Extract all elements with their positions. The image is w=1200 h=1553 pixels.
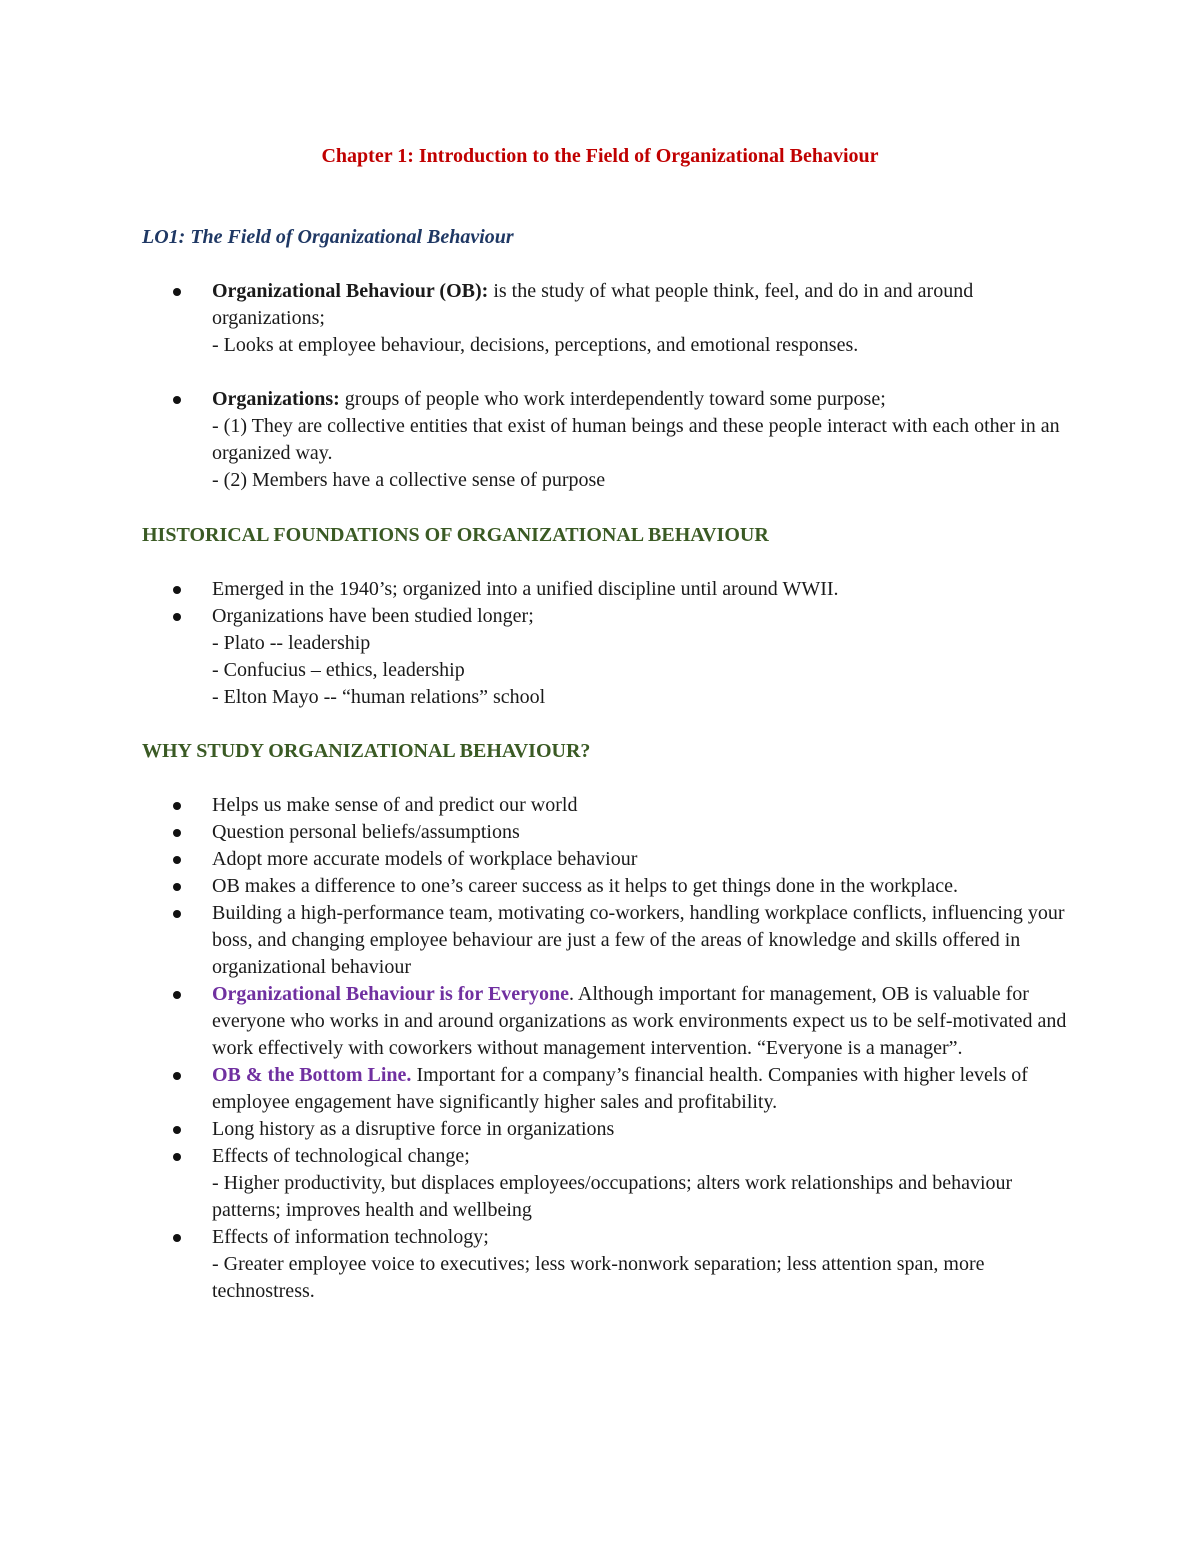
list-item bbox=[170, 576, 1070, 603]
bullet-icon bbox=[173, 586, 181, 594]
sub-point: - Looks at employee behaviour, decisions, perceptions, and emotional responses. bbox=[212, 334, 859, 356]
bullet-icon bbox=[173, 856, 181, 864]
list-item-text: Effects of information technology; bbox=[212, 1226, 489, 1248]
list-item-text: Question personal beliefs/assumptions bbox=[212, 821, 520, 843]
historical-heading: HISTORICAL FOUNDATIONS OF ORGANIZATIONAL BEHAVIOUR bbox=[142, 524, 769, 546]
sub-point: - Elton Mayo -- “human relations” school bbox=[212, 686, 546, 708]
list-item-text: Building a high-performance team, motivating co-workers, handling workplace conflicts, influencing your boss, and changing employee behaviour are just a few of the areas of knowledge and skills offered in organizational behaviour bbox=[212, 902, 1065, 978]
list-item bbox=[170, 278, 1070, 359]
bottom-line-term: OB & the Bottom Line. bbox=[212, 1064, 412, 1086]
term-organizations-definition: groups of people who work interdependently toward some purpose; bbox=[339, 388, 886, 410]
bullet-icon bbox=[173, 1234, 181, 1242]
list-item-text: Long history as a disruptive force in organizations bbox=[212, 1118, 615, 1140]
lo1-list bbox=[170, 278, 1070, 494]
list-item-text: OB makes a difference to one’s career success as it helps to get things done in the workplace. bbox=[212, 875, 959, 897]
historical-list bbox=[170, 576, 1070, 711]
list-item-text: Organizations have been studied longer; bbox=[212, 605, 534, 627]
sub-point: - Greater employee voice to executives; less work-nonwork separation; less attention span, more technostress. bbox=[212, 1253, 985, 1302]
bullet-icon bbox=[173, 802, 181, 810]
everyone-text: . Although important for management, OB is valuable for everyone who works in and around organizations as work environments expect us to be self-motivated and work effectively with coworkers without management intervention. “Everyone is a manager”. bbox=[212, 983, 1067, 1059]
sub-point: - Higher productivity, but displaces employees/occupations; alters work relationships and behaviour patterns; improves health and wellbeing bbox=[212, 1172, 1013, 1221]
bullet-icon bbox=[173, 1126, 181, 1134]
list-item bbox=[170, 386, 1070, 494]
list-item bbox=[170, 873, 1070, 900]
bottom-line-text: Important for a company’s financial health. Companies with higher levels of employee engagement have significantly higher sales and profitability. bbox=[212, 1064, 1028, 1113]
sub-point: - (1) They are collective entities that exist of human beings and these people interact with each other in an organized way. bbox=[212, 415, 1060, 464]
bullet-icon bbox=[173, 288, 181, 296]
chapter-title: Chapter 1: Introduction to the Field of Organizational Behaviour bbox=[321, 145, 879, 167]
why-heading: WHY STUDY ORGANIZATIONAL BEHAVIOUR? bbox=[142, 740, 591, 762]
bullet-icon bbox=[173, 613, 181, 621]
list-item bbox=[170, 1143, 1070, 1224]
list-item bbox=[170, 1116, 1070, 1143]
everyone-term: Organizational Behaviour is for Everyone bbox=[212, 983, 570, 1005]
sub-point: - (2) Members have a collective sense of purpose bbox=[212, 469, 606, 491]
sub-point: - Confucius – ethics, leadership bbox=[212, 659, 465, 681]
lo1-heading: LO1: The Field of Organizational Behaviour bbox=[142, 226, 514, 248]
list-item-text: Effects of technological change; bbox=[212, 1145, 470, 1167]
list-item bbox=[170, 819, 1070, 846]
bullet-icon bbox=[173, 1072, 181, 1080]
list-item bbox=[170, 981, 1070, 1062]
bullet-icon bbox=[173, 991, 181, 999]
term-organizations: Organizations: bbox=[212, 388, 340, 410]
sub-point: - Plato -- leadership bbox=[212, 632, 371, 654]
bullet-icon bbox=[173, 396, 181, 404]
list-item-text: Helps us make sense of and predict our world bbox=[212, 794, 578, 816]
why-list bbox=[170, 792, 1070, 1305]
list-item bbox=[170, 900, 1070, 981]
list-item bbox=[170, 1062, 1070, 1116]
list-item-text: Adopt more accurate models of workplace behaviour bbox=[212, 848, 638, 870]
bullet-icon bbox=[173, 883, 181, 891]
list-item bbox=[170, 603, 1070, 711]
bullet-icon bbox=[173, 1153, 181, 1161]
list-item bbox=[170, 1224, 1070, 1305]
bullet-icon bbox=[173, 910, 181, 918]
bullet-icon bbox=[173, 829, 181, 837]
list-item-text: Emerged in the 1940’s; organized into a unified discipline until around WWII. bbox=[212, 578, 839, 600]
term-ob-definition: is the study of what people think, feel, and do in and around organizations; bbox=[212, 280, 974, 329]
list-item bbox=[170, 792, 1070, 819]
term-ob: Organizational Behaviour (OB): bbox=[212, 280, 489, 302]
list-item bbox=[170, 846, 1070, 873]
